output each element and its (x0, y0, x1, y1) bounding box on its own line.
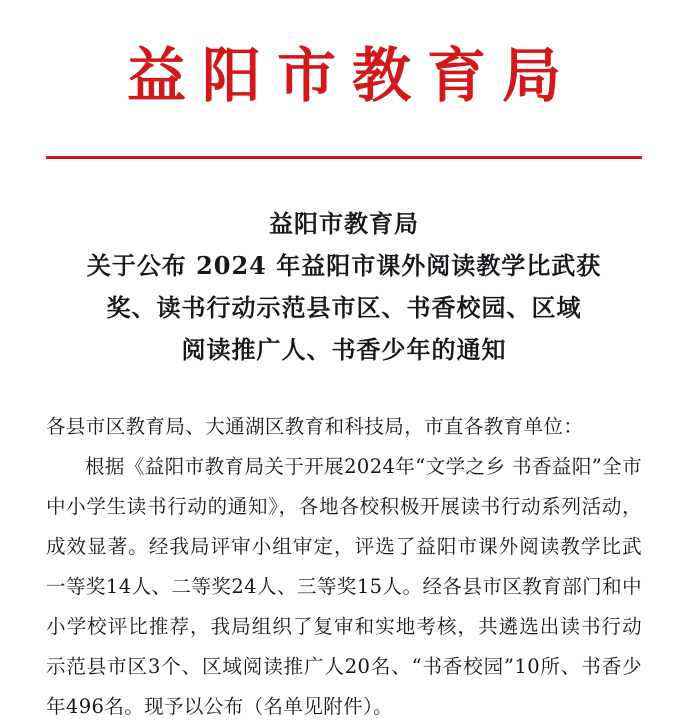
masthead-divider-rule (46, 156, 642, 159)
document-title-line-3: 奖、读书行动示范县市区、书香校园、区域 (106, 292, 582, 322)
salutation-paragraph: 各县市区教育局、大通湖区教育和科技局，市直各教育单位： (46, 414, 584, 438)
issuing-organization-title: 益阳市教育局 (126, 41, 577, 110)
document-title-line-4: 阅读推广人、书香少年的通知 (181, 334, 507, 364)
document-body (46, 407, 642, 727)
document-title (46, 203, 642, 371)
body-paragraph-1: 根据《益阳市教育局关于开展2024年“文学之乡 书香益阳”全市中小学生读书行动的通知》，各地各校积极开展读书行动系列活动，成效显著。经我局评审小组审定，评选了益阳市课外阅读教学比武一等奖14人、二等奖24人、三等奖15人。经各县市区教育部门和中小学校评比推荐，我局组织了复审和实地考核，共遴选出读书行动示范县市区3个、区域阅读推广人20名、“书香校园”10所、书香少年496名。现予以公布（名单见附件）。 (46, 454, 642, 718)
document-title-line-2: 关于公布 2024 年益阳市课外阅读教学比武获 (86, 250, 602, 280)
masthead (46, 0, 642, 110)
document-title-line-1: 益阳市教育局 (269, 208, 419, 238)
